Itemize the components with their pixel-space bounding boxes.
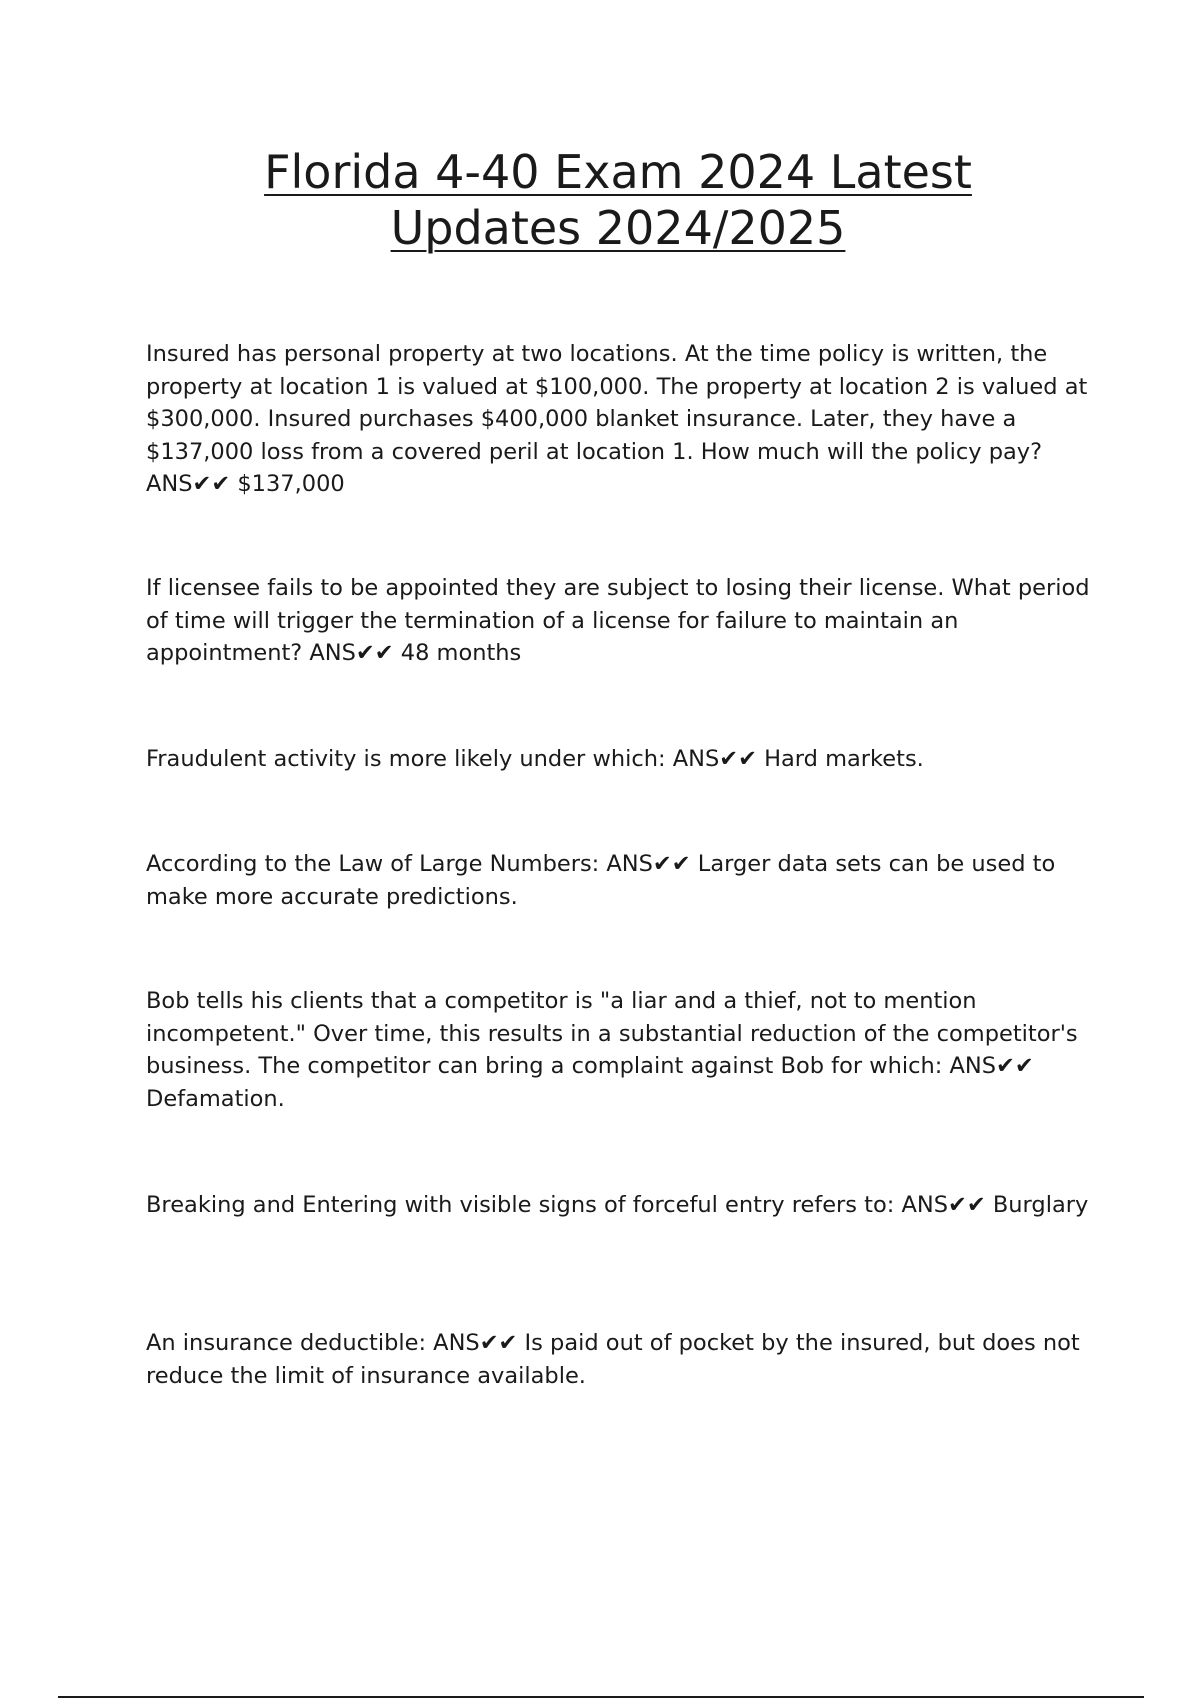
qa-item-6: Breaking and Entering with visible signs of forceful entry refers to: ANS✔✔ Burglary bbox=[146, 1192, 1089, 1218]
document-title bbox=[0, 144, 1200, 256]
qa-item-3: Fraudulent activity is more likely under which: ANS✔✔ Hard markets. bbox=[146, 746, 924, 772]
qa-item-2: If licensee fails to be appointed they are subject to losing their license. What period of time will trigger the termination of a license for failure to maintain an appointment? ANS✔✔ 48 months bbox=[146, 575, 1097, 666]
qa-item-1: Insured has personal property at two locations. At the time policy is written, the property at location 1 is valued at $100,000. The property at location 2 is valued at $300,000. Insured purchases $400,000 blanket insurance. Later, they have a $137,000 loss from a covered peril at location 1. How much will the policy pay? ANS✔✔ $137,000 bbox=[146, 341, 1095, 497]
footer-divider bbox=[58, 1696, 1144, 1698]
qa-item-4: According to the Law of Large Numbers: ANS✔✔ Larger data sets can be used to make more accurate predictions. bbox=[146, 851, 1063, 910]
document-title-line-1: Florida 4-40 Exam 2024 Latest bbox=[264, 145, 972, 199]
document-title-line-2: Updates 2024/2025 bbox=[390, 201, 846, 255]
qa-item-5: Bob tells his clients that a competitor is "a liar and a thief, not to mention incompetent." Over time, this results in a substantial reduction of the competitor's business. The competitor can bring a complaint against Bob for which: ANS✔✔ Defamation. bbox=[146, 988, 1085, 1112]
qa-item-7: An insurance deductible: ANS✔✔ Is paid out of pocket by the insured, but does not reduce the limit of insurance available. bbox=[146, 1330, 1087, 1389]
